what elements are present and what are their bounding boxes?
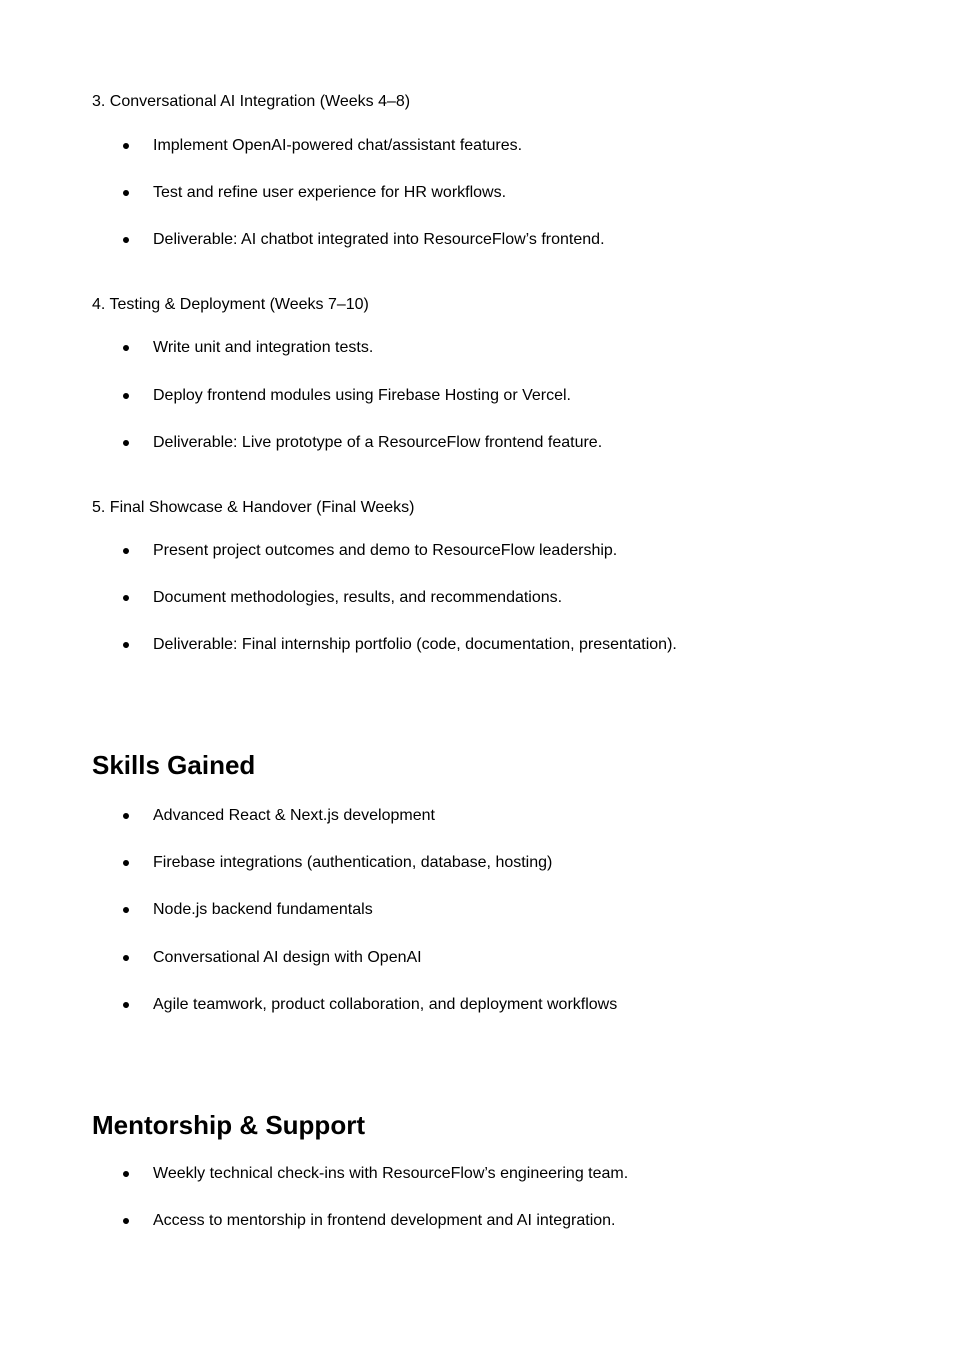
list-item <box>120 899 373 921</box>
list-item <box>120 587 562 609</box>
list-item <box>120 385 571 407</box>
list-item <box>120 432 602 454</box>
bullet-icon <box>123 548 129 554</box>
list-item-text: Write unit and integration tests. <box>153 339 374 356</box>
list-item-text: Firebase integrations (authentication, database, hosting) <box>153 854 553 871</box>
bullet-icon <box>123 1002 129 1008</box>
list-item-text: Advanced React & Next.js development <box>153 807 435 824</box>
list-item <box>120 229 605 251</box>
list-item <box>120 852 552 874</box>
bullet-icon <box>123 440 129 446</box>
phase-3-title: 3. Conversational AI Integration (Weeks 4–8) <box>92 93 411 110</box>
mentorship-heading: Mentorship & Support <box>92 1110 365 1140</box>
list-item-text: Deploy frontend modules using Firebase Hosting or Vercel. <box>153 387 571 404</box>
skills-heading: Skills Gained <box>92 750 256 780</box>
phase-4-title: 4. Testing & Deployment (Weeks 7–10) <box>92 296 369 313</box>
list-item-text: Document methodologies, results, and recommendations. <box>153 589 563 606</box>
bullet-icon <box>123 237 129 243</box>
list-item-text: Test and refine user experience for HR workflows. <box>153 184 507 201</box>
bullet-icon <box>123 190 129 196</box>
list-item <box>120 994 617 1016</box>
list-item <box>120 1163 628 1185</box>
list-item <box>120 540 617 562</box>
list-item-text: Deliverable: Final internship portfolio (code, documentation, presentation). <box>153 636 677 653</box>
list-item-text: Agile teamwork, product collaboration, and deployment workflows <box>153 996 618 1013</box>
bullet-icon <box>123 860 129 866</box>
list-item <box>120 805 435 827</box>
bullet-icon <box>123 642 129 648</box>
list-item <box>120 947 422 969</box>
bullet-icon <box>123 1218 129 1224</box>
bullet-icon <box>123 595 129 601</box>
bullet-icon <box>123 813 129 819</box>
bullet-icon <box>123 143 129 149</box>
list-item-text: Present project outcomes and demo to ResourceFlow leadership. <box>153 542 618 559</box>
list-item <box>120 135 522 157</box>
phase-5-title: 5. Final Showcase & Handover (Final Weeks) <box>92 499 415 516</box>
list-item <box>120 634 677 656</box>
list-item <box>120 337 373 359</box>
list-item-text: Conversational AI design with OpenAI <box>153 949 422 966</box>
bullet-icon <box>123 955 129 961</box>
bullet-icon <box>123 1171 129 1177</box>
list-item-text: Deliverable: AI chatbot integrated into ResourceFlow’s frontend. <box>153 231 605 248</box>
list-item <box>120 1210 616 1232</box>
bullet-icon <box>123 393 129 399</box>
list-item-text: Weekly technical check-ins with ResourceFlow’s engineering team. <box>153 1165 629 1182</box>
list-item-text: Access to mentorship in frontend development and AI integration. <box>153 1212 616 1229</box>
bullet-icon <box>123 345 129 351</box>
list-item <box>120 182 506 204</box>
list-item-text: Deliverable: Live prototype of a ResourceFlow frontend feature. <box>153 434 603 451</box>
list-item-text: Implement OpenAI-powered chat/assistant features. <box>153 137 523 154</box>
list-item-text: Node.js backend fundamentals <box>153 901 373 918</box>
bullet-icon <box>123 907 129 913</box>
